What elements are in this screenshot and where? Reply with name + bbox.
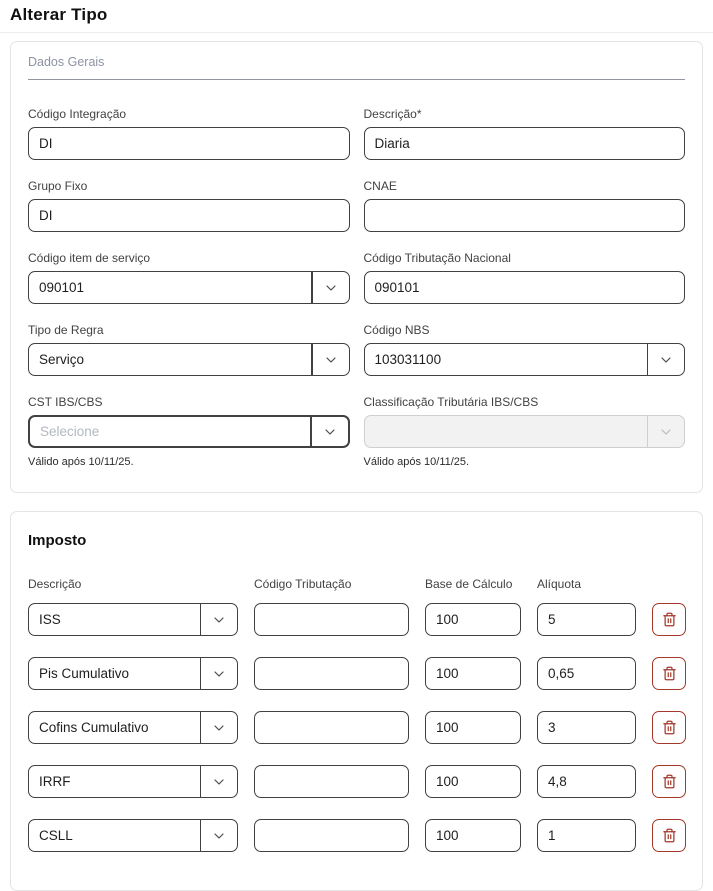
tax-codigo-tributacao-input[interactable] [254, 711, 409, 744]
field-codigo-tributacao-nacional [364, 251, 686, 304]
codigo-integracao-label: Código Integração [28, 107, 127, 121]
tax-col-aliquota: Alíquota [537, 577, 582, 591]
cst-ibs-cbs-label: CST IBS/CBS [28, 395, 103, 409]
tax-description-select[interactable] [28, 603, 238, 636]
tax-base-calculo-input[interactable] [425, 657, 521, 690]
trash-icon [662, 666, 677, 681]
tax-aliquota-input[interactable] [537, 819, 636, 852]
tipo-de-regra-select[interactable] [28, 343, 350, 376]
tax-codigo-tributacao-input[interactable] [254, 603, 409, 636]
cst-ibs-cbs-helper: Válido após 10/11/25. [28, 456, 134, 468]
trash-icon [662, 774, 677, 789]
tax-description-select[interactable] [28, 711, 238, 744]
tax-description-value: Pis Cumulativo [39, 666, 130, 681]
codigo-nbs-value: 103031100 [374, 352, 442, 367]
tax-base-calculo-input[interactable] [425, 765, 521, 798]
dados-gerais-form [28, 107, 685, 468]
chevron-down-icon[interactable] [648, 344, 684, 375]
delete-tax-row-button[interactable] [652, 603, 686, 636]
tax-description-value: CSLL [39, 828, 73, 843]
trash-icon [662, 828, 677, 843]
classificacao-tributaria-helper: Válido após 10/11/25. [363, 456, 470, 468]
codigo-item-servico-value: 090101 [39, 280, 85, 295]
field-codigo-integracao [28, 107, 350, 160]
tax-description-value: IRRF [39, 774, 71, 789]
tax-codigo-tributacao-input[interactable] [254, 819, 409, 852]
chevron-down-icon[interactable] [201, 820, 237, 851]
dados-gerais-card [10, 41, 703, 493]
field-grupo-fixo [28, 179, 350, 232]
trash-icon [662, 612, 677, 627]
field-descricao [364, 107, 686, 160]
tax-table-header [28, 577, 685, 591]
codigo-item-servico-select[interactable] [28, 271, 350, 304]
cst-ibs-cbs-placeholder: Selecione [40, 424, 100, 439]
tax-codigo-tributacao-input[interactable] [254, 765, 409, 798]
tax-col-codigo-tributacao: Código Tributação [254, 577, 352, 591]
tax-col-descricao: Descrição [28, 577, 82, 591]
tax-aliquota-input[interactable] [537, 711, 636, 744]
codigo-item-servico-label: Código item de serviço [28, 251, 151, 265]
classificacao-tributaria-value [365, 416, 648, 447]
field-cst-ibs-cbs [28, 395, 350, 468]
tax-description-select[interactable] [28, 765, 238, 798]
section-label-dados-gerais: Dados Gerais [28, 55, 685, 80]
tax-description-value: ISS [39, 612, 61, 627]
imposto-card [10, 511, 703, 891]
delete-tax-row-button[interactable] [652, 657, 686, 690]
descricao-input[interactable] [364, 127, 686, 160]
tax-base-calculo-input[interactable] [425, 603, 521, 636]
page-title: Alterar Tipo [10, 5, 108, 24]
codigo-tributacao-nacional-label: Código Tributação Nacional [363, 251, 511, 265]
field-classificacao-tributaria [364, 395, 686, 468]
chevron-down-icon[interactable] [201, 604, 237, 635]
chevron-down-icon[interactable] [312, 417, 348, 446]
field-codigo-item-servico [28, 251, 350, 304]
classificacao-tributaria-label: Classificação Tributária IBS/CBS [363, 395, 539, 409]
tax-row [28, 765, 685, 798]
field-tipo-de-regra [28, 323, 350, 376]
tipo-de-regra-value: Serviço [39, 352, 85, 367]
tax-row [28, 819, 685, 852]
delete-tax-row-button[interactable] [652, 711, 686, 744]
chevron-down-icon [648, 416, 684, 447]
tax-codigo-tributacao-input[interactable] [254, 657, 409, 690]
field-cnae [364, 179, 686, 232]
chevron-down-icon[interactable] [201, 712, 237, 743]
tax-description-select[interactable] [28, 819, 238, 852]
codigo-nbs-label: Código NBS [363, 323, 430, 337]
field-codigo-nbs [364, 323, 686, 376]
codigo-nbs-select[interactable] [364, 343, 686, 376]
tax-row [28, 711, 685, 744]
page-header [0, 0, 713, 33]
delete-tax-row-button[interactable] [652, 819, 686, 852]
tax-rows [28, 603, 685, 852]
tipo-de-regra-label: Tipo de Regra [28, 323, 104, 337]
grupo-fixo-label: Grupo Fixo [28, 179, 88, 193]
tax-aliquota-input[interactable] [537, 657, 636, 690]
tax-col-base-calculo: Base de Cálculo [425, 577, 513, 591]
codigo-integracao-input[interactable] [28, 127, 350, 160]
cnae-input[interactable] [364, 199, 686, 232]
tax-description-value: Cofins Cumulativo [39, 720, 149, 735]
trash-icon [662, 720, 677, 735]
delete-tax-row-button[interactable] [652, 765, 686, 798]
cnae-label: CNAE [363, 179, 397, 193]
descricao-label: Descrição* [363, 107, 422, 121]
chevron-down-icon[interactable] [313, 344, 349, 375]
tax-description-select[interactable] [28, 657, 238, 690]
chevron-down-icon[interactable] [201, 766, 237, 797]
classificacao-tributaria-select-disabled [364, 415, 686, 448]
tax-base-calculo-input[interactable] [425, 711, 521, 744]
tax-row [28, 657, 685, 690]
grupo-fixo-input[interactable] [28, 199, 350, 232]
tax-base-calculo-input[interactable] [425, 819, 521, 852]
chevron-down-icon[interactable] [201, 658, 237, 689]
tax-row [28, 603, 685, 636]
imposto-section-title: Imposto [28, 532, 87, 549]
cst-ibs-cbs-select[interactable] [28, 415, 350, 448]
chevron-down-icon[interactable] [313, 272, 349, 303]
codigo-tributacao-nacional-input[interactable] [364, 271, 686, 304]
tax-aliquota-input[interactable] [537, 603, 636, 636]
tax-aliquota-input[interactable] [537, 765, 636, 798]
